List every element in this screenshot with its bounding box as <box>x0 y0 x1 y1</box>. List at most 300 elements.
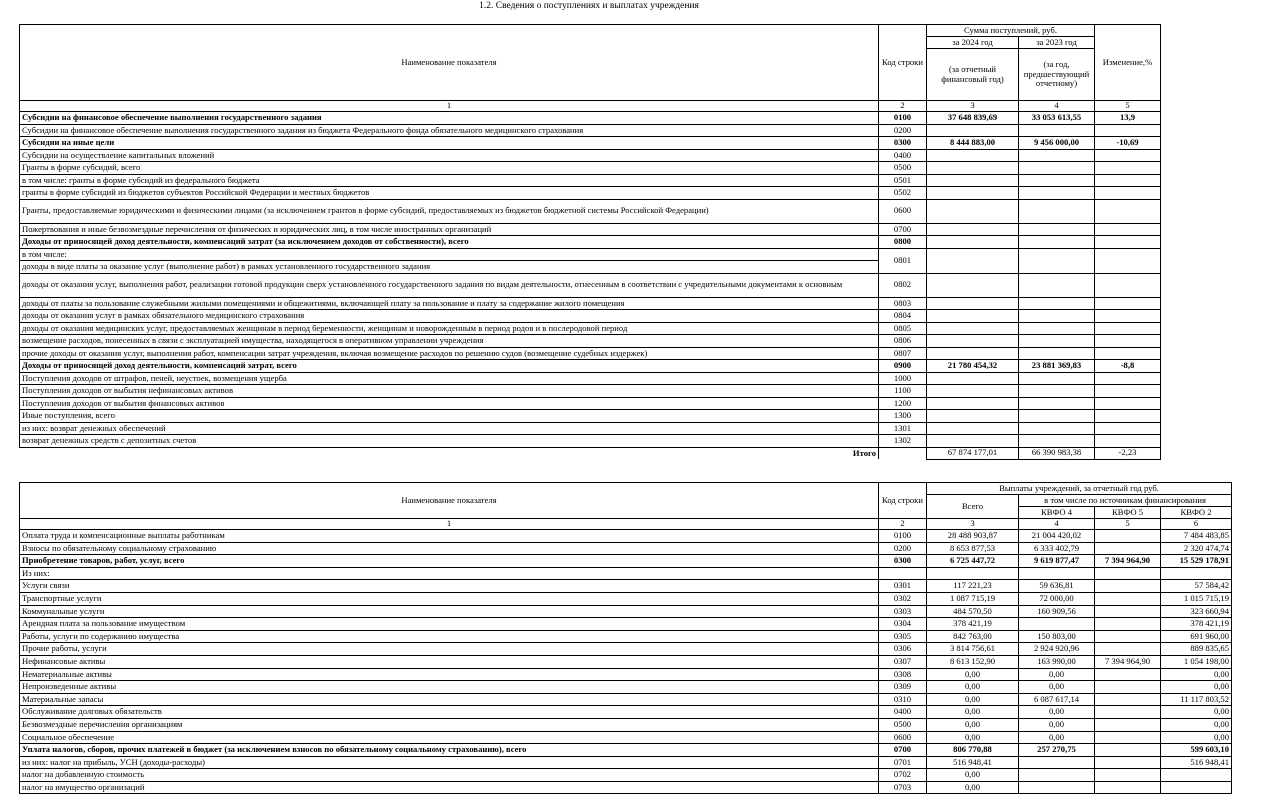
table-row <box>20 580 1232 593</box>
header-kvfo2: КВФО 2 <box>1161 507 1232 519</box>
row-total <box>927 567 1019 580</box>
col-num: 5 <box>1095 101 1161 112</box>
row-kvfo2: 691 960,00 <box>1161 630 1232 643</box>
row-code: 0400 <box>879 149 927 162</box>
row-name: доходы от оказания услуг в рамках обязательного медицинского страхования <box>20 310 879 323</box>
row-kvfo5 <box>1095 781 1161 794</box>
row-2024 <box>927 372 1019 385</box>
row-code: 0501 <box>879 174 927 187</box>
row-code: 0805 <box>879 322 927 335</box>
row-kvfo2: 1 015 715,19 <box>1161 592 1232 605</box>
row-code: 0806 <box>879 335 927 348</box>
table-row <box>20 310 1161 323</box>
row-kvfo4: 72 000,00 <box>1019 592 1095 605</box>
row-name: из них: налог на прибыль, УСН (доходы-расходы) <box>20 756 879 769</box>
header-top: Выплаты учреждений, за отчетный год руб. <box>927 483 1232 495</box>
row-kvfo2 <box>1161 769 1232 782</box>
row-code: 0200 <box>879 124 927 137</box>
row-kvfo2: 2 320 474,74 <box>1161 542 1232 555</box>
row-total: 8 653 877,53 <box>927 542 1019 555</box>
row-2023 <box>1019 199 1095 223</box>
row-name: Из них: <box>20 567 879 580</box>
row-change <box>1095 236 1161 249</box>
row-kvfo2: 599 603,10 <box>1161 744 1232 757</box>
row-total: 0,00 <box>927 706 1019 719</box>
table-row <box>20 681 1232 694</box>
row-2024: 8 444 883,00 <box>927 137 1019 150</box>
row-kvfo4: 0,00 <box>1019 681 1095 694</box>
row-name: Поступления доходов от выбытия финансовых активов <box>20 397 879 410</box>
row-kvfo2: 378 421,19 <box>1161 618 1232 631</box>
row-total: 28 488 903,87 <box>927 530 1019 543</box>
row-2024 <box>927 199 1019 223</box>
row-kvfo5 <box>1095 769 1161 782</box>
row-total: 378 421,19 <box>927 618 1019 631</box>
row-kvfo4: 163 990,00 <box>1019 655 1095 668</box>
row-kvfo2 <box>1161 781 1232 794</box>
row-code: 1100 <box>879 385 927 398</box>
row-2023 <box>1019 322 1095 335</box>
row-code: 0302 <box>879 592 927 605</box>
row-name: доходы от оказания медицинских услуг, предоставляемых женщинам в период беременности, женщинам и новорожденным в период родов и в послеродовой период <box>20 322 879 335</box>
row-name: прочие доходы от оказания услуг, выполнения работ, компенсации затрат учреждения, включая возмещение расходов по решению судов (возмещение судебных издержек) <box>20 347 879 360</box>
row-code: 1300 <box>879 410 927 423</box>
header-change: Изменение,% <box>1095 25 1161 101</box>
row-code: 0600 <box>879 731 927 744</box>
row-2023 <box>1019 297 1095 310</box>
header-kvfo5: КВФО 5 <box>1095 507 1161 519</box>
row-code <box>879 567 927 580</box>
col-num: 1 <box>20 519 879 530</box>
row-2023: 33 053 613,55 <box>1019 112 1095 125</box>
row-2024 <box>927 236 1019 249</box>
row-2024 <box>927 322 1019 335</box>
row-change <box>1095 397 1161 410</box>
row-name: Услуги связи <box>20 580 879 593</box>
row-name: Материальные запасы <box>20 693 879 706</box>
row-kvfo5 <box>1095 718 1161 731</box>
row-name: налог на имущество организаций <box>20 781 879 794</box>
row-change <box>1095 124 1161 137</box>
row-2024 <box>927 187 1019 200</box>
row-change <box>1095 162 1161 175</box>
row-total: 3 814 756,61 <box>927 643 1019 656</box>
row-code: 0100 <box>879 112 927 125</box>
row-name: Коммунальные услуги <box>20 605 879 618</box>
table-row <box>20 542 1232 555</box>
row-code: 0100 <box>879 530 927 543</box>
table-row <box>20 322 1161 335</box>
row-kvfo5 <box>1095 580 1161 593</box>
row-total: 0,00 <box>927 681 1019 694</box>
row-code: 0301 <box>879 580 927 593</box>
row-name: Работы, услуги по содержанию имущества <box>20 630 879 643</box>
row-name: Приобретение товаров, работ, услуг, всего <box>20 555 879 568</box>
row-2024 <box>927 273 1019 297</box>
table-row <box>20 731 1232 744</box>
row-kvfo2: 516 948,41 <box>1161 756 1232 769</box>
row-name: Оплата труда и компенсационные выплаты работникам <box>20 530 879 543</box>
row-name: в том числе: гранты в форме субсидий из федерального бюджета <box>20 174 879 187</box>
row-name: Субсидии на финансовое обеспечение выполнения государственного задания из бюджета Федерального фонда обязательного медицинского страхования <box>20 124 879 137</box>
header-2023: за 2023 год <box>1019 37 1095 49</box>
total-row <box>20 447 1161 459</box>
row-code: 1000 <box>879 372 927 385</box>
row-code: 1301 <box>879 422 927 435</box>
row-2023 <box>1019 385 1095 398</box>
table-row <box>20 422 1161 435</box>
row-kvfo4: 0,00 <box>1019 706 1095 719</box>
table-row <box>20 248 1161 261</box>
total-2024: 67 874 177,01 <box>927 447 1019 459</box>
row-total: 117 221,23 <box>927 580 1019 593</box>
row-kvfo5 <box>1095 744 1161 757</box>
row-kvfo2: 0,00 <box>1161 731 1232 744</box>
row-kvfo2 <box>1161 567 1232 580</box>
row-2023 <box>1019 372 1095 385</box>
row-2024 <box>927 124 1019 137</box>
table-row <box>20 137 1161 150</box>
row-change <box>1095 174 1161 187</box>
row-code: 0804 <box>879 310 927 323</box>
row-kvfo4: 0,00 <box>1019 718 1095 731</box>
receipts-table <box>19 24 1161 460</box>
row-total: 806 770,88 <box>927 744 1019 757</box>
header-kvfo4: КВФО 4 <box>1019 507 1095 519</box>
row-kvfo2: 0,00 <box>1161 718 1232 731</box>
row-2023 <box>1019 347 1095 360</box>
row-code: 0600 <box>879 199 927 223</box>
row-kvfo4: 150 803,00 <box>1019 630 1095 643</box>
row-2024: 37 648 839,69 <box>927 112 1019 125</box>
table-row <box>20 174 1161 187</box>
row-2024 <box>927 422 1019 435</box>
row-code: 0807 <box>879 347 927 360</box>
table-row <box>20 693 1232 706</box>
page-title: 1.2. Сведения о поступлениях и выплатах учреждения <box>479 1 699 11</box>
row-change <box>1095 310 1161 323</box>
row-code: 0800 <box>879 236 927 249</box>
row-code: 0300 <box>879 137 927 150</box>
table-row <box>20 655 1232 668</box>
row-change <box>1095 273 1161 297</box>
row-name: доходы от оказания услуг, выполнения работ, реализации готовой продукции сверх установленного государственного задания по видам деятельности, отнесенным в соответствии с учредительными документами к основным <box>20 273 879 297</box>
col-num: 6 <box>1161 519 1232 530</box>
row-kvfo4: 2 924 920,96 <box>1019 643 1095 656</box>
header-2024: за 2024 год <box>927 37 1019 49</box>
row-name: возврат денежных средств с депозитных счетов <box>20 435 879 448</box>
table-row <box>20 756 1232 769</box>
table-row <box>20 643 1232 656</box>
table-row <box>20 273 1161 297</box>
row-2024 <box>927 297 1019 310</box>
table-row <box>20 360 1161 373</box>
row-code: 0701 <box>879 756 927 769</box>
row-total: 1 087 715,19 <box>927 592 1019 605</box>
row-kvfo4: 21 004 420,02 <box>1019 530 1095 543</box>
row-name: Доходы от приносящей доход деятельности, компенсаций затрат (за исключением доходов от собственности), всего <box>20 236 879 249</box>
row-name: Доходы от приносящей доход деятельности, компенсаций затрат, всего <box>20 360 879 373</box>
row-change <box>1095 187 1161 200</box>
table-row <box>20 372 1161 385</box>
row-2023 <box>1019 223 1095 236</box>
row-kvfo2: 11 117 803,52 <box>1161 693 1232 706</box>
row-name: Обслуживание долговых обязательств <box>20 706 879 719</box>
row-2024 <box>927 385 1019 398</box>
row-kvfo5 <box>1095 731 1161 744</box>
col-num: 1 <box>20 101 879 112</box>
row-name: Гранты, предоставляемые юридическими и физическими лицами (за исключением грантов в форме субсидий, предоставляемых из бюджетов бюджетной системы Российской Федерации) <box>20 199 879 223</box>
row-kvfo2: 889 835,65 <box>1161 643 1232 656</box>
row-kvfo5 <box>1095 668 1161 681</box>
row-kvfo2: 0,00 <box>1161 681 1232 694</box>
total-empty <box>879 447 927 459</box>
table-row <box>20 567 1232 580</box>
row-code: 0400 <box>879 706 927 719</box>
row-name: Социальное обеспечение <box>20 731 879 744</box>
row-2024 <box>927 174 1019 187</box>
row-name: из них: возврат денежных обеспечений <box>20 422 879 435</box>
table-row <box>20 668 1232 681</box>
row-code: 0308 <box>879 668 927 681</box>
row-2024 <box>927 223 1019 236</box>
row-code: 0305 <box>879 630 927 643</box>
row-change <box>1095 422 1161 435</box>
row-2023 <box>1019 410 1095 423</box>
row-total: 484 570,50 <box>927 605 1019 618</box>
row-kvfo5 <box>1095 567 1161 580</box>
row-kvfo2: 323 660,94 <box>1161 605 1232 618</box>
header-name: Наименование показателя <box>20 483 879 519</box>
row-change: -8,8 <box>1095 360 1161 373</box>
total-change: -2,23 <box>1095 447 1161 459</box>
row-2024 <box>927 335 1019 348</box>
row-kvfo5 <box>1095 530 1161 543</box>
row-code: 1200 <box>879 397 927 410</box>
row-kvfo5 <box>1095 681 1161 694</box>
row-kvfo4: 6 087 617,14 <box>1019 693 1095 706</box>
row-kvfo5 <box>1095 605 1161 618</box>
row-code: 0803 <box>879 297 927 310</box>
row-2024 <box>927 347 1019 360</box>
col-num: 5 <box>1095 519 1161 530</box>
row-2023: 23 881 369,83 <box>1019 360 1095 373</box>
row-name: гранты в форме субсидий из бюджетов субъектов Российской Федерации и местных бюджетов <box>20 187 879 200</box>
row-kvfo5: 7 394 964,90 <box>1095 555 1161 568</box>
row-code: 0900 <box>879 360 927 373</box>
row-kvfo5 <box>1095 706 1161 719</box>
table-row <box>20 149 1161 162</box>
row-change <box>1095 322 1161 335</box>
column-numbers <box>20 519 1232 530</box>
row-code: 1302 <box>879 435 927 448</box>
row-kvfo2: 15 529 178,91 <box>1161 555 1232 568</box>
row-kvfo5 <box>1095 592 1161 605</box>
row-total: 0,00 <box>927 668 1019 681</box>
row-kvfo4: 257 270,75 <box>1019 744 1095 757</box>
row-change <box>1095 385 1161 398</box>
header-2023-note: (за год, предшествующий отчетному) <box>1019 49 1095 101</box>
row-code: 0304 <box>879 618 927 631</box>
header-name: Наименование показателя <box>20 25 879 101</box>
row-name: налог на добавленную стоимость <box>20 769 879 782</box>
col-num: 2 <box>879 519 927 530</box>
table-row <box>20 592 1232 605</box>
row-name: доходы от платы за пользование служебными жилыми помещениями и общежитиями, включающей плату за пользование и плату за содержание жилого помещения <box>20 297 879 310</box>
table-row <box>20 223 1161 236</box>
row-code: 0310 <box>879 693 927 706</box>
row-name: Взносы по обязательному социальному страхованию <box>20 542 879 555</box>
row-name: Гранты в форме субсидий, всего <box>20 162 879 175</box>
table-row <box>20 335 1161 348</box>
row-2024 <box>927 310 1019 323</box>
row-total: 0,00 <box>927 769 1019 782</box>
table-row <box>20 112 1161 125</box>
row-kvfo5 <box>1095 643 1161 656</box>
row-name: Субсидии на иные цели <box>20 137 879 150</box>
row-2024 <box>927 410 1019 423</box>
table-row <box>20 630 1232 643</box>
table-row <box>20 385 1161 398</box>
table-row <box>20 199 1161 223</box>
table-row <box>20 605 1232 618</box>
row-code: 0703 <box>879 781 927 794</box>
row-code: 0300 <box>879 555 927 568</box>
row-code: 0303 <box>879 605 927 618</box>
row-change <box>1095 347 1161 360</box>
row-2023 <box>1019 124 1095 137</box>
row-code: 0801 <box>879 248 927 273</box>
row-2023 <box>1019 422 1095 435</box>
table-row <box>20 162 1161 175</box>
row-code: 0502 <box>879 187 927 200</box>
row-total: 516 948,41 <box>927 756 1019 769</box>
row-total: 0,00 <box>927 731 1019 744</box>
header-code: Код строки <box>879 25 927 101</box>
header-sum: Сумма поступлений, руб. <box>927 25 1095 37</box>
row-total: 842 763,00 <box>927 630 1019 643</box>
table-row <box>20 124 1161 137</box>
row-name: Пожертвования и иные безвозмездные перечисления от физических и юридических лиц, в том числе иностранных организаций <box>20 223 879 236</box>
row-name: Субсидии на осуществление капитальных вложений <box>20 149 879 162</box>
row-kvfo5: 7 394 964,90 <box>1095 655 1161 668</box>
row-change: -10,69 <box>1095 137 1161 150</box>
row-total: 0,00 <box>927 718 1019 731</box>
column-numbers <box>20 101 1161 112</box>
row-change <box>1095 149 1161 162</box>
row-kvfo2: 0,00 <box>1161 706 1232 719</box>
row-2024 <box>927 435 1019 448</box>
row-change <box>1095 335 1161 348</box>
row-kvfo5 <box>1095 618 1161 631</box>
row-name: Поступления доходов от выбытия нефинансовых активов <box>20 385 879 398</box>
total-label: Итого <box>20 447 879 459</box>
total-2023: 66 390 983,38 <box>1019 447 1095 459</box>
row-name: Уплата налогов, сборов, прочих платежей в бюджет (за исключением взносов по обязательному социальному страхованию), всего <box>20 744 879 757</box>
row-2023 <box>1019 149 1095 162</box>
row-2023 <box>1019 273 1095 297</box>
row-2024 <box>927 397 1019 410</box>
col-num: 3 <box>927 519 1019 530</box>
table-row <box>20 410 1161 423</box>
table-row <box>20 555 1232 568</box>
table-row <box>20 769 1232 782</box>
row-name: Нефинансовые активы <box>20 655 879 668</box>
row-code: 0309 <box>879 681 927 694</box>
header-2024-note: (за отчетный финансовый год) <box>927 49 1019 101</box>
col-num: 4 <box>1019 101 1095 112</box>
row-kvfo5 <box>1095 693 1161 706</box>
row-change: 13,9 <box>1095 112 1161 125</box>
row-name: Непроизведенные активы <box>20 681 879 694</box>
payments-table <box>19 482 1232 794</box>
row-kvfo2: 1 054 198,00 <box>1161 655 1232 668</box>
row-2023 <box>1019 162 1095 175</box>
table-row <box>20 706 1232 719</box>
row-2023: 9 456 000,00 <box>1019 137 1095 150</box>
table-row <box>20 618 1232 631</box>
table-row <box>20 530 1232 543</box>
row-name: Субсидии на финансовое обеспечение выполнения государственного задания <box>20 112 879 125</box>
row-change <box>1095 223 1161 236</box>
row-kvfo4: 0,00 <box>1019 731 1095 744</box>
header-code: Код строки <box>879 483 927 519</box>
row-name: Поступления доходов от штрафов, пеней, неустоек, возмещения ущерба <box>20 372 879 385</box>
row-code: 0702 <box>879 769 927 782</box>
row-code: 0700 <box>879 744 927 757</box>
table-row <box>20 435 1161 448</box>
row-2024: 21 780 454,32 <box>927 360 1019 373</box>
row-change <box>1095 410 1161 423</box>
row-2023 <box>1019 310 1095 323</box>
row-code: 0802 <box>879 273 927 297</box>
row-name: Иные поступления, всего <box>20 410 879 423</box>
row-change <box>1095 248 1161 273</box>
col-num: 4 <box>1019 519 1095 530</box>
table-row <box>20 236 1161 249</box>
row-change <box>1095 297 1161 310</box>
row-total: 6 725 447,72 <box>927 555 1019 568</box>
row-name: Прочие работы, услуги <box>20 643 879 656</box>
table-row <box>20 297 1161 310</box>
row-change <box>1095 435 1161 448</box>
row-name: доходы в виде платы за оказание услуг (выполнение работ) в рамках установленного государственного задания <box>20 261 879 274</box>
row-kvfo4: 6 333 402,79 <box>1019 542 1095 555</box>
row-total: 8 613 152,90 <box>927 655 1019 668</box>
row-code: 0200 <box>879 542 927 555</box>
header-total: Всего <box>927 495 1019 519</box>
row-total: 0,00 <box>927 693 1019 706</box>
row-kvfo5 <box>1095 630 1161 643</box>
row-kvfo4 <box>1019 781 1095 794</box>
row-change <box>1095 199 1161 223</box>
row-2023 <box>1019 335 1095 348</box>
row-kvfo4: 9 619 877,47 <box>1019 555 1095 568</box>
row-name: Нематериальные активы <box>20 668 879 681</box>
row-code: 0700 <box>879 223 927 236</box>
row-2023 <box>1019 435 1095 448</box>
row-name: Безвозмездные перечисления организациям <box>20 718 879 731</box>
table-row <box>20 397 1161 410</box>
row-code: 0500 <box>879 718 927 731</box>
row-kvfo5 <box>1095 542 1161 555</box>
row-2023 <box>1019 248 1095 273</box>
header-sources: в том числе по источникам финансирования <box>1019 495 1232 507</box>
row-2024 <box>927 248 1019 273</box>
row-2023 <box>1019 397 1095 410</box>
row-code: 0500 <box>879 162 927 175</box>
row-kvfo4 <box>1019 756 1095 769</box>
